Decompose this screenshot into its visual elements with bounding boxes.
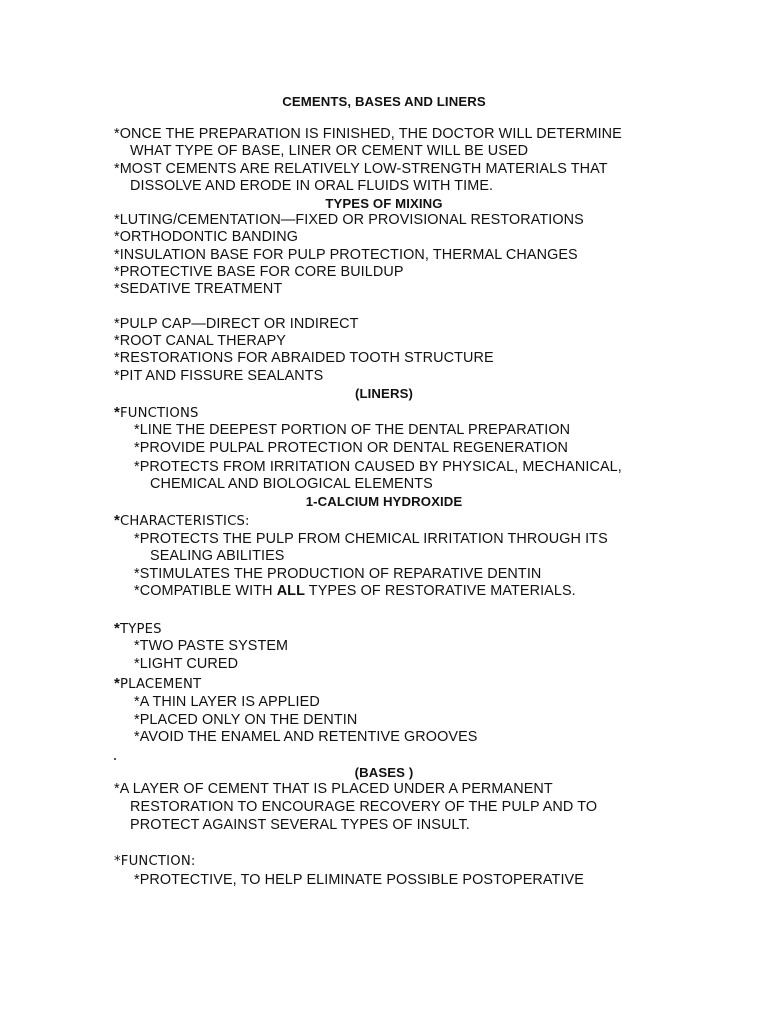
intro-line: *MOST CEMENTS ARE RELATIVELY LOW-STRENGTH MATERIALS THAT <box>114 161 608 177</box>
list-item: *ROOT CANAL THERAPY <box>114 333 286 349</box>
compatible-line <box>134 583 576 600</box>
characteristics-star: * <box>114 512 120 529</box>
liners-heading: (LINERS) <box>355 386 413 401</box>
list-item: *LUTING/CEMENTATION—FIXED OR PROVISIONAL RESTORATIONS <box>114 212 584 228</box>
functions-label-text: FUNCTIONS <box>119 406 199 421</box>
stray-dot <box>114 758 116 760</box>
list-item: *AVOID THE ENAMEL AND RETENTIVE GROOVES <box>134 729 478 745</box>
list-item: *PROTECTIVE, TO HELP ELIMINATE POSSIBLE POSTOPERATIVE <box>134 872 584 888</box>
intro-line: WHAT TYPE OF BASE, LINER OR CEMENT WILL BE USED <box>130 143 529 159</box>
list-item: *TWO PASTE SYSTEM <box>134 638 289 654</box>
bases-heading: (BASES ) <box>354 765 414 780</box>
intro-line: DISSOLVE AND ERODE IN ORAL FLUIDS WITH TIME. <box>130 178 494 194</box>
placement-label <box>114 675 201 693</box>
placement-label-text: PLACEMENT <box>119 677 202 692</box>
list-item: SEALING ABILITIES <box>150 548 285 564</box>
list-item: *STIMULATES THE PRODUCTION OF REPARATIVE DENTIN <box>134 566 542 582</box>
bases-definition-line: PROTECT AGAINST SEVERAL TYPES OF INSULT. <box>130 817 470 833</box>
list-item: CHEMICAL AND BIOLOGICAL ELEMENTS <box>150 476 433 492</box>
list-item: *PROTECTS FROM IRRITATION CAUSED BY PHYSICAL, MECHANICAL, <box>134 459 622 475</box>
list-item: *ORTHODONTIC BANDING <box>114 229 299 245</box>
list-item: *INSULATION BASE FOR PULP PROTECTION, THERMAL CHANGES <box>114 247 578 263</box>
characteristics-label-text: CHARACTERISTICS: <box>119 514 250 529</box>
bases-definition-line: *A LAYER OF CEMENT THAT IS PLACED UNDER A PERMANENT <box>114 781 553 797</box>
document-title: CEMENTS, BASES AND LINERS <box>282 94 486 109</box>
compatible-emphasis: ALL <box>276 583 305 599</box>
types-label-text: TYPES <box>119 622 162 637</box>
types-of-mixing-heading: TYPES OF MIXING <box>325 196 443 211</box>
list-item: *PULP CAP—DIRECT OR INDIRECT <box>114 316 359 332</box>
types-star: * <box>114 620 120 637</box>
functions-star: * <box>114 404 120 421</box>
characteristics-label <box>114 512 250 530</box>
list-item: *PIT AND FISSURE SEALANTS <box>114 368 324 384</box>
list-item: *LIGHT CURED <box>134 656 239 672</box>
bases-definition-line: RESTORATION TO ENCOURAGE RECOVERY OF THE PULP AND TO <box>130 799 598 815</box>
list-item: *LINE THE DEEPEST PORTION OF THE DENTAL PREPARATION <box>134 422 571 438</box>
list-item: *PLACED ONLY ON THE DENTIN <box>134 712 358 728</box>
placement-star: * <box>114 675 120 692</box>
compatible-suffix: TYPES OF RESTORATIVE MATERIALS. <box>304 583 576 599</box>
list-item: *PROVIDE PULPAL PROTECTION OR DENTAL REGENERATION <box>134 440 569 456</box>
compatible-prefix: *COMPATIBLE WITH <box>134 583 277 599</box>
list-item: *PROTECTS THE PULP FROM CHEMICAL IRRITATION THROUGH ITS <box>134 531 608 547</box>
list-item: *RESTORATIONS FOR ABRAIDED TOOTH STRUCTURE <box>114 350 494 366</box>
intro-line: *ONCE THE PREPARATION IS FINISHED, THE DOCTOR WILL DETERMINE <box>114 126 622 142</box>
functions-label <box>114 404 199 422</box>
list-item: *A THIN LAYER IS APPLIED <box>134 694 320 710</box>
list-item: *PROTECTIVE BASE FOR CORE BUILDUP <box>114 264 404 280</box>
list-item: *SEDATIVE TREATMENT <box>114 281 283 297</box>
types-label <box>114 620 162 638</box>
calcium-hydroxide-heading: 1-CALCIUM HYDROXIDE <box>305 494 463 509</box>
function-label: *FUNCTION: <box>114 854 196 869</box>
